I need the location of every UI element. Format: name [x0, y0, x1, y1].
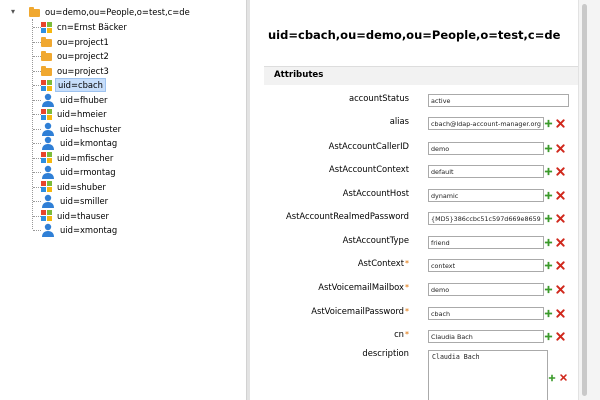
attribute-value-input[interactable]	[428, 212, 544, 225]
tree-connector	[33, 42, 41, 43]
tree-connector	[33, 172, 41, 173]
delete-value-icon[interactable]	[556, 261, 565, 270]
tree-node-label: uid=kmontag	[60, 138, 118, 148]
attribute-name-text: AstContext	[357, 258, 404, 268]
required-marker: *	[405, 283, 409, 292]
tree-connector	[33, 230, 41, 231]
tree-connector	[33, 27, 41, 28]
tree-connector	[33, 216, 41, 217]
tree-node[interactable]	[41, 209, 111, 223]
group-icon	[41, 181, 52, 192]
group-icon	[41, 80, 52, 91]
attribute-row	[250, 282, 578, 302]
folder-icon	[29, 9, 40, 17]
attribute-row	[250, 141, 578, 161]
attribute-row	[250, 235, 578, 255]
tree-node[interactable]	[41, 49, 111, 63]
attribute-name-text: AstAccountContext	[329, 164, 409, 174]
tree-connector	[33, 56, 41, 57]
tree-node[interactable]	[41, 223, 119, 237]
tree-node-label: uid=mfischer	[57, 152, 114, 163]
required-marker: *	[405, 330, 409, 339]
tree-node[interactable]	[41, 165, 118, 179]
tree-node[interactable]	[41, 151, 115, 165]
tree-node-label: uid=xmontag	[60, 225, 118, 235]
tree-node-label: ou=project2	[57, 51, 109, 61]
attribute-value-input[interactable]	[428, 117, 544, 130]
tree-node-label: ou=project1	[57, 36, 109, 47]
tree-node[interactable]	[41, 136, 119, 150]
user-icon	[41, 122, 55, 136]
add-value-icon[interactable]	[544, 261, 553, 270]
tree-node[interactable]	[41, 107, 109, 121]
tree-node-label: ou=project3	[57, 65, 109, 76]
attribute-name	[343, 235, 409, 245]
attribute-row	[250, 211, 578, 231]
delete-value-icon[interactable]	[556, 167, 565, 176]
attribute-name	[329, 164, 409, 174]
delete-value-icon[interactable]	[556, 332, 565, 341]
tree-connector	[33, 114, 41, 115]
attribute-name-text: AstAccountHost	[342, 188, 409, 198]
user-icon	[41, 136, 55, 150]
attribute-name	[394, 329, 409, 339]
attributes-section-label: Attributes	[274, 70, 324, 80]
tree-node-label: uid=fhuber	[60, 94, 108, 105]
attribute-name-text: AstVoicemailPassword	[311, 306, 404, 316]
delete-value-icon[interactable]	[556, 119, 565, 128]
delete-value-icon[interactable]	[556, 214, 565, 223]
attribute-value-input[interactable]	[428, 307, 544, 320]
tree-connector	[33, 201, 41, 202]
folder-icon	[41, 68, 52, 76]
attribute-value-input[interactable]	[428, 189, 544, 202]
tree-node[interactable]	[41, 93, 109, 107]
attribute-name	[390, 116, 409, 126]
attribute-value-input[interactable]	[428, 142, 544, 155]
tree-node[interactable]	[41, 78, 106, 92]
tree-node-label: uid=shuber	[57, 181, 106, 192]
delete-value-icon[interactable]	[556, 309, 565, 318]
tree-guide-line	[32, 19, 33, 229]
tree-node[interactable]	[41, 180, 108, 194]
delete-value-icon[interactable]	[556, 191, 565, 200]
page-title: uid=cbach,ou=demo,ou=People,o=test,c=de	[268, 28, 561, 42]
add-value-icon[interactable]	[548, 374, 556, 382]
user-icon	[41, 93, 55, 107]
attribute-row	[250, 93, 578, 113]
ldap-tree-panel	[0, 0, 246, 400]
user-icon	[41, 165, 55, 179]
attribute-name	[343, 188, 409, 198]
attribute-row	[250, 306, 578, 326]
tree-node-label: uid=cbach	[55, 78, 106, 92]
attribute-name-text: cn	[394, 329, 404, 339]
tree-connector	[33, 143, 41, 144]
attribute-name	[329, 141, 409, 151]
group-icon	[41, 152, 52, 163]
user-icon	[41, 194, 55, 208]
entry-detail-panel	[250, 0, 578, 400]
attribute-name	[286, 211, 409, 221]
attribute-name	[318, 282, 409, 292]
tree-connector	[33, 85, 41, 86]
add-value-icon[interactable]	[544, 309, 553, 318]
attribute-name	[349, 93, 409, 103]
tree-connector	[33, 129, 41, 130]
tree-node-label: uid=hschuster	[60, 123, 122, 134]
group-icon	[41, 210, 52, 221]
attribute-name	[358, 258, 409, 268]
attribute-name-text: AstAccountCallerID	[328, 141, 409, 151]
add-value-icon[interactable]	[544, 144, 553, 153]
attribute-name-text: AstAccountRealmedPassword	[286, 211, 409, 221]
add-value-icon[interactable]	[544, 332, 553, 341]
attribute-value-input[interactable]	[428, 236, 544, 249]
add-value-icon[interactable]	[544, 191, 553, 200]
attribute-value-input[interactable]	[428, 259, 544, 272]
delete-value-icon[interactable]	[556, 285, 565, 294]
add-value-icon[interactable]	[544, 119, 553, 128]
tree-node-label: cn=Ernst Bäcker	[57, 22, 127, 32]
delete-value-icon[interactable]	[556, 238, 565, 247]
attribute-value-input[interactable]	[428, 165, 544, 178]
tree-connector	[33, 187, 41, 188]
add-value-icon[interactable]	[544, 285, 553, 294]
add-value-icon[interactable]	[544, 238, 553, 247]
scrollbar-thumb[interactable]	[582, 4, 587, 396]
tree-root-node[interactable]	[29, 5, 192, 19]
user-icon	[41, 223, 55, 237]
folder-icon	[41, 39, 52, 47]
tree-node[interactable]	[41, 35, 111, 49]
required-marker: *	[405, 307, 409, 316]
attribute-name-text: AstAccountType	[342, 235, 409, 245]
tree-root-label: ou=demo,ou=People,o=test,c=de	[45, 7, 190, 17]
tree-node[interactable]	[41, 194, 110, 208]
attribute-name	[311, 306, 409, 316]
attribute-row	[250, 188, 578, 208]
tree-connector	[33, 71, 41, 72]
attribute-row	[250, 329, 578, 349]
tree-node[interactable]	[41, 20, 129, 34]
tree-connector	[33, 100, 41, 101]
description-textarea[interactable]	[428, 350, 548, 400]
attribute-name: description	[362, 348, 409, 358]
attribute-value-input[interactable]	[428, 330, 544, 343]
delete-value-icon[interactable]	[556, 144, 565, 153]
tree-connector	[33, 158, 41, 159]
attribute-row	[250, 258, 578, 278]
tree-node[interactable]	[41, 122, 123, 136]
tree-node-label: uid=thauser	[57, 210, 109, 221]
attribute-value-input[interactable]	[428, 283, 544, 296]
attribute-name-text: accountStatus	[348, 93, 409, 103]
attribute-name-text: alias	[389, 116, 409, 126]
tree-node-label: uid=hmeier	[57, 109, 107, 119]
attribute-name-text: AstVoicemailMailbox	[318, 282, 404, 292]
tree-node-label: uid=rmontag	[60, 167, 116, 177]
attribute-row	[250, 116, 578, 136]
delete-value-icon[interactable]	[560, 374, 567, 381]
tree-node-label: uid=smiller	[60, 196, 109, 206]
attributes-section-header	[264, 66, 578, 85]
tree-node[interactable]	[41, 64, 111, 78]
vertical-scrollbar[interactable]	[578, 0, 600, 400]
group-icon	[41, 109, 52, 120]
required-marker: *	[405, 259, 409, 268]
collapse-triangle-icon[interactable]: ▾	[11, 7, 16, 16]
attribute-row	[250, 164, 578, 184]
attribute-value-input[interactable]	[428, 94, 569, 107]
group-icon	[41, 22, 52, 33]
add-value-icon[interactable]	[544, 214, 553, 223]
add-value-icon[interactable]	[544, 167, 553, 176]
folder-icon	[41, 53, 52, 61]
